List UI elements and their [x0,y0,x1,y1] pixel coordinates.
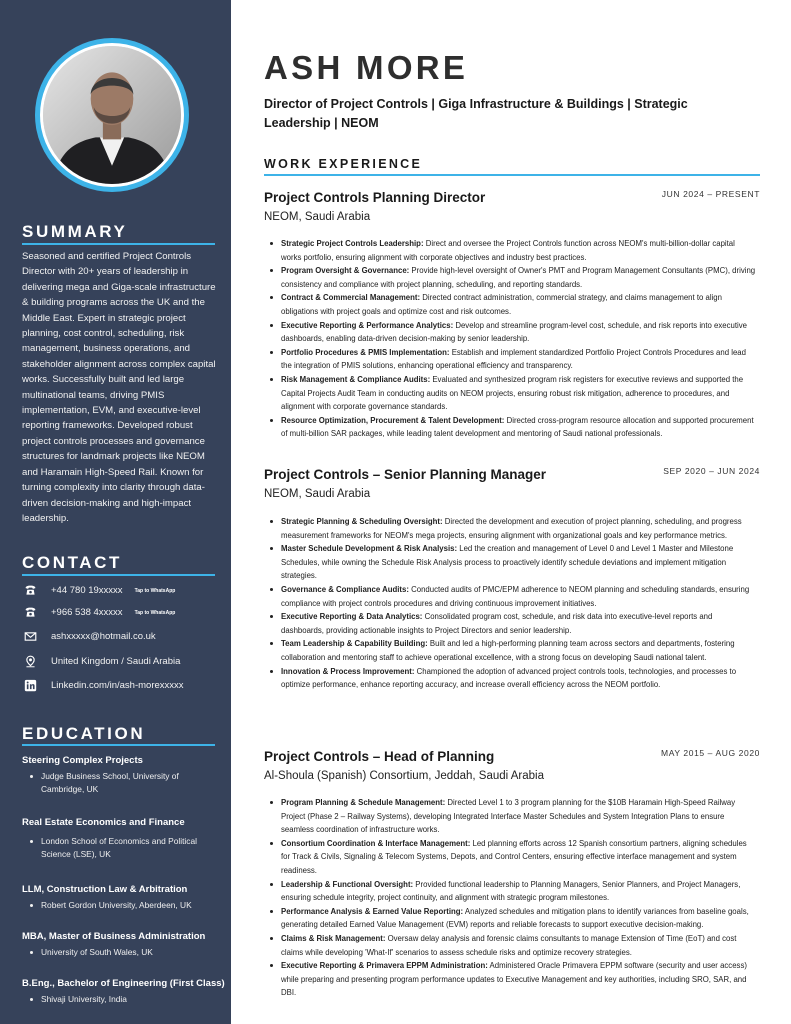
work-experience-heading: WORK EXPERIENCE [264,157,423,171]
bullet-dot [270,588,273,591]
job-dates: SEP 2020 – JUN 2024 [663,466,760,476]
contact-linkedin-value: Linkedin.com/in/ash-morexxxxx [51,680,184,691]
job-bullet: Leadership & Functional Oversight: Provided functional leadership to Planning Managers, Senior Planners, and Project Managers, ensuring schedule integrity, project continuity, and alignment with strategic program milestones. [270,878,756,905]
job-bullet: Master Schedule Development & Risk Analysis: Led the creation and management of Level 0 and Level 1 Master and Milestone Schedules, while owning the Schedule Risk Analysis process to proactively identify schedule deviations and implement mitigation strategies. [270,542,756,583]
candidate-tagline: Director of Project Controls | Giga Infrastructure & Buildings | Strategic Leadership | NEOM [264,97,688,130]
education-divider [22,744,215,746]
bullet-dot [270,547,273,550]
job-organization: NEOM, Saudi Arabia [264,488,371,500]
bullet-dot [270,378,273,381]
sidebar [0,0,231,1024]
education-school: Shivaji University, India [30,993,205,1006]
bullet-dot [270,269,273,272]
bullet-dot [270,615,273,618]
contact-linkedin[interactable] [22,679,184,692]
contact-email-value: ashxxxxx@hotmail.co.uk [51,631,156,642]
location-icon [22,655,38,668]
job-title: Project Controls – Head of Planning [264,749,495,764]
bullet-dot [270,324,273,327]
bullet-dot [270,296,273,299]
job-bullet: Strategic Project Controls Leadership: Direct and oversee the Project Controls function across NEOM's multi-billion-dollar capital works portfolio, ensuring alignment with corporate objectives and industry best practices. [270,237,756,264]
job-bullet: Innovation & Process Improvement: Championed the adoption of advanced project controls tools, technologies, and processes to optimize performance, enhance reporting accuracy, and increase overall efficiency across the NEOM portfolio. [270,665,756,692]
bullet-dot [270,883,273,886]
contact-phone-uk-value: +44 780 19xxxxx [51,585,123,596]
bullet-dot [30,951,33,954]
contact-phone-sa[interactable] [22,606,175,619]
bullet-dot [30,904,33,907]
summary-divider [22,243,215,245]
job-bullet: Claims & Risk Management: Oversaw delay analysis and forensic claims consultants to manage Extension of Time (EoT) and cost claims while developing 'What-If' scenarios to assess schedule risks and optimize recovery strategies. [270,932,756,959]
whatsapp-hint[interactable]: Tap to WhatsApp [134,609,176,616]
summary-heading: SUMMARY [22,222,128,241]
bullet-dot [270,910,273,913]
job-bullet: Performance Analysis & Earned Value Reporting: Analyzed schedules and mitigation plans to identify variances from baseline goals, generating detailed Earned Value Management (EVM) reports and reliable forecasts to support executive decision-making. [270,905,756,932]
job-bullets [270,796,756,1000]
email-icon [22,630,38,643]
work-experience-divider [264,174,760,176]
bullet-dot [270,642,273,645]
education-title: MBA, Master of Business Administration [22,931,206,942]
job-bullet: Program Planning & Schedule Management: Directed Level 1 to 3 program planning for the $10B Haramain High-Speed Railway Project (Phase 2 – Railway Systems), developing Integrated Interface Master Schedules and System Integration Plans to ensure seamless coordination of infrastructure works. [270,796,756,837]
bullet-dot [30,998,33,1001]
education-heading: EDUCATION [22,724,146,743]
education-title: LLM, Construction Law & Arbitration [22,884,188,895]
bullet-dot [270,670,273,673]
education-school: London School of Economics and Political Science (LSE), UK [30,835,205,861]
job-bullet: Strategic Planning & Scheduling Oversight: Directed the development and execution of project planning, scheduling, and progress measurement frameworks for NEOM's mega projects, ensuring alignment with organizational goals and key performance metrics. [270,515,756,542]
job-bullet: Contract & Commercial Management: Directed contract administration, commercial strategy, and claims management to align obligations with project goals and optimize cost and risk outcomes. [270,291,756,318]
phone-icon [22,584,38,597]
contact-location [22,655,180,668]
bullet-dot [30,840,33,843]
bullet-dot [270,842,273,845]
job-bullets [270,515,756,692]
profile-photo-image [43,46,181,184]
job-bullet: Portfolio Procedures & PMIS Implementation: Establish and implement standardized Portfolio Project Controls Procedures and lead the integration of PMIS solutions, enhancing operational efficiency and transparency. [270,346,756,373]
whatsapp-hint[interactable]: Tap to WhatsApp [134,587,176,594]
bullet-dot [30,775,33,778]
job-bullet: Executive Reporting & Performance Analytics: Develop and streamline program-level cost, schedule, and risk reports into executive dashboards, enabling data-driven decision-making by senior leadership. [270,319,756,346]
job-bullet: Risk Management & Compliance Audits: Evaluated and synthesized program risk registers for executive reviews and supported the Capital Projects Audit Team in conducting audits on NEOM projects, ensuring robust risk mitigation, adherence to procedures, and alignment with corporate governance standards. [270,373,756,414]
contact-heading: CONTACT [22,553,123,572]
profile-photo [43,46,181,184]
job-bullet: Consortium Coordination & Interface Management: Led planning efforts across 12 Spanish consortium partners, aligning schedules for Track & Civils, Signaling & Telecom Systems, Depots, and Control Centers, ensuring effective interface management and system readiness. [270,837,756,878]
education-title: Steering Complex Projects [22,755,143,766]
bullet-dot [270,419,273,422]
contact-divider [22,574,215,576]
job-bullets [270,237,756,441]
job-bullet: Program Oversight & Governance: Provide high-level oversight of Owner's PMT and Program Management Consultants (PMC), driving consistency and compliance with project planning, scheduling, and reporting standards. [270,264,756,291]
education-school: Robert Gordon University, Aberdeen, UK [30,899,205,912]
job-bullet: Executive Reporting & Primavera EPPM Administration: Administered Oracle Primavera EPPM software (security and user access) while preparing and presenting program performance updates to Executive Management and key authorities, including SRO, SAR, and DBI. [270,959,756,1000]
contact-email[interactable] [22,630,156,643]
education-title: Real Estate Economics and Finance [22,817,185,828]
candidate-name: ASH MORE [264,49,469,86]
linkedin-icon [22,679,38,692]
bullet-dot [270,937,273,940]
job-dates: MAY 2015 – AUG 2020 [661,748,760,758]
job-bullet: Governance & Compliance Audits: Conducted audits of PMC/EPM adherence to NEOM planning and scheduling standards, ensuring compliance with project controls procedures and driving continuous improvement initiatives. [270,583,756,610]
education-school: University of South Wales, UK [30,946,205,959]
job-dates: JUN 2024 – PRESENT [661,189,760,199]
contact-phone-sa-value: +966 538 4xxxxx [51,607,123,618]
bullet-dot [270,242,273,245]
job-bullet: Executive Reporting & Data Analytics: Consolidated program cost, schedule, and risk data into executive-level reports and dashboards, providing actionable insights to Project Directors and senior leadership. [270,610,756,637]
education-title: B.Eng., Bachelor of Engineering (First Class) [22,978,225,989]
phone-icon [22,606,38,619]
contact-phone-uk[interactable] [22,584,175,597]
job-title: Project Controls Planning Director [264,190,486,205]
bullet-dot [270,520,273,523]
job-title: Project Controls – Senior Planning Manager [264,467,547,482]
bullet-dot [270,964,273,967]
job-organization: NEOM, Saudi Arabia [264,211,371,223]
education-school: Judge Business School, University of Cambridge, UK [30,770,205,796]
job-bullet: Resource Optimization, Procurement & Talent Development: Directed cross-program resource allocation and supported procurement of multi-billion SAR packages, while leading talent development and mentoring of Saudi national professionals. [270,414,756,441]
job-bullet: Team Leadership & Capability Building: Built and led a high-performing planning team across sectors and departments, fostering collaboration and mentoring staff to achieve operational excellence, with a strong focus on developing Saudi national talent. [270,637,756,664]
profile-photo-frame [35,38,189,192]
contact-location-value: United Kingdom / Saudi Arabia [51,656,181,667]
bullet-dot [270,351,273,354]
summary-text: Seasoned and certified Project Controls Director with 20+ years of leadership in delivering mega and Giga-scale infrastructure & building programs across the UK and the Middle East. Expert in strategic project planning, cost control, scheduling, risk management, business operations, and stakeholder alignment across complex capital works. Successfully built and led large multinational teams, driving PMIS implementation, EVM, and executive-level reporting frameworks. Developed robust project controls processes and governance structures for landmark projects like NEOM and Haramain High-Speed Rail. Known for turning complexity into clarity through data-driven decision-making and high-impact leadership. [22,251,216,524]
bullet-dot [270,801,273,804]
job-organization: Al-Shoula (Spanish) Consortium, Jeddah, Saudi Arabia [264,770,544,782]
